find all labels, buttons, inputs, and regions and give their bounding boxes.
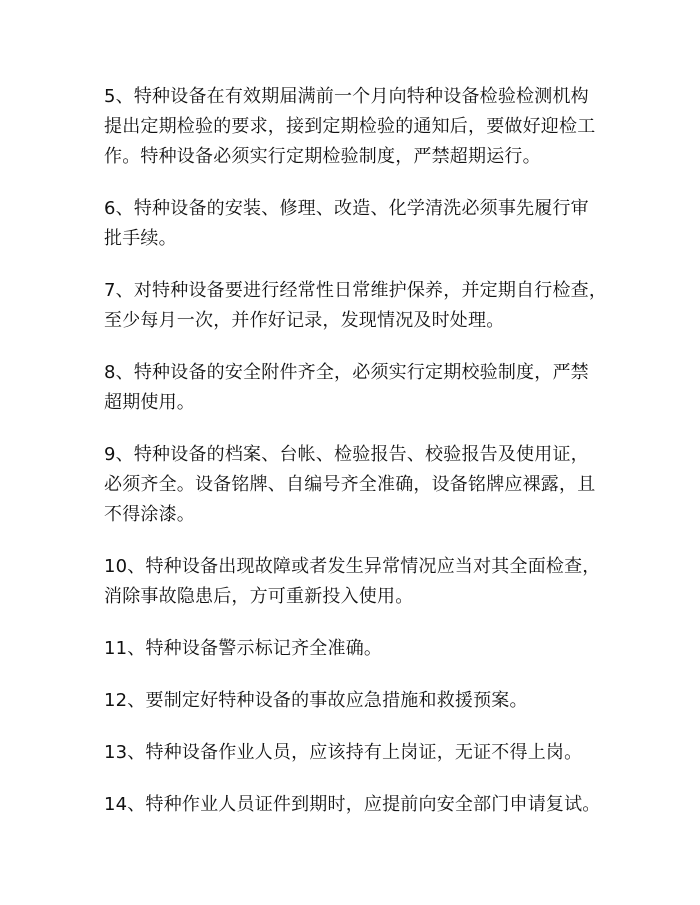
- paragraph-line: 消除事故隐患后，方可重新投入使用。: [104, 586, 414, 607]
- paragraph-line: 7、对特种设备要进行经常性日常维护保养，并定期自行检查，: [104, 280, 608, 301]
- paragraph-line: 至少每月一次，并作好记录，发现情况及时处理。: [104, 310, 505, 331]
- paragraph-line: 9、特种设备的档案、台帐、检验报告、校验报告及使用证，: [104, 444, 589, 465]
- paragraph-line: 不得涂漆。: [104, 504, 195, 525]
- paragraph-item-8: [104, 358, 624, 418]
- paragraph-line: 14、特种作业人员证件到期时，应提前向安全部门申请复试。: [104, 794, 601, 815]
- paragraph-line: 12、要制定好特种设备的事故应急措施和救援预案。: [104, 690, 528, 711]
- paragraph-item-10: [104, 552, 624, 612]
- paragraph-item-6: [104, 194, 624, 254]
- paragraph-line: 作。特种设备必须实行定期检验制度，严禁超期运行。: [104, 146, 541, 167]
- paragraph-line: 6、特种设备的安装、修理、改造、化学清洗必须事先履行审: [104, 198, 589, 219]
- paragraph-item-5: [104, 82, 624, 172]
- paragraph-item-13: [104, 738, 624, 768]
- paragraph-line: 超期使用。: [104, 392, 195, 413]
- paragraph-line: 13、特种设备作业人员，应该持有上岗证，无证不得上岗。: [104, 742, 583, 763]
- paragraph-line: 10、特种设备出现故障或者发生异常情况应当对其全面检查，: [104, 556, 601, 577]
- paragraph-line: 批手续。: [104, 228, 177, 249]
- document-body: [104, 82, 624, 842]
- paragraph-item-9: [104, 440, 624, 530]
- paragraph-line: 8、特种设备的安全附件齐全，必须实行定期校验制度，严禁: [104, 362, 589, 383]
- paragraph-line: 5、特种设备在有效期届满前一个月向特种设备检验检测机构: [104, 86, 589, 107]
- paragraph-line: 必须齐全。设备铭牌、自编号齐全准确，设备铭牌应裸露，且: [104, 474, 596, 495]
- paragraph-item-11: [104, 634, 624, 664]
- paragraph-item-7: [104, 276, 624, 336]
- paragraph-item-12: [104, 686, 624, 716]
- paragraph-item-14: [104, 790, 624, 820]
- paragraph-line: 提出定期检验的要求，接到定期检验的通知后，要做好迎检工: [104, 116, 596, 137]
- paragraph-line: 11、特种设备警示标记齐全准确。: [104, 638, 383, 659]
